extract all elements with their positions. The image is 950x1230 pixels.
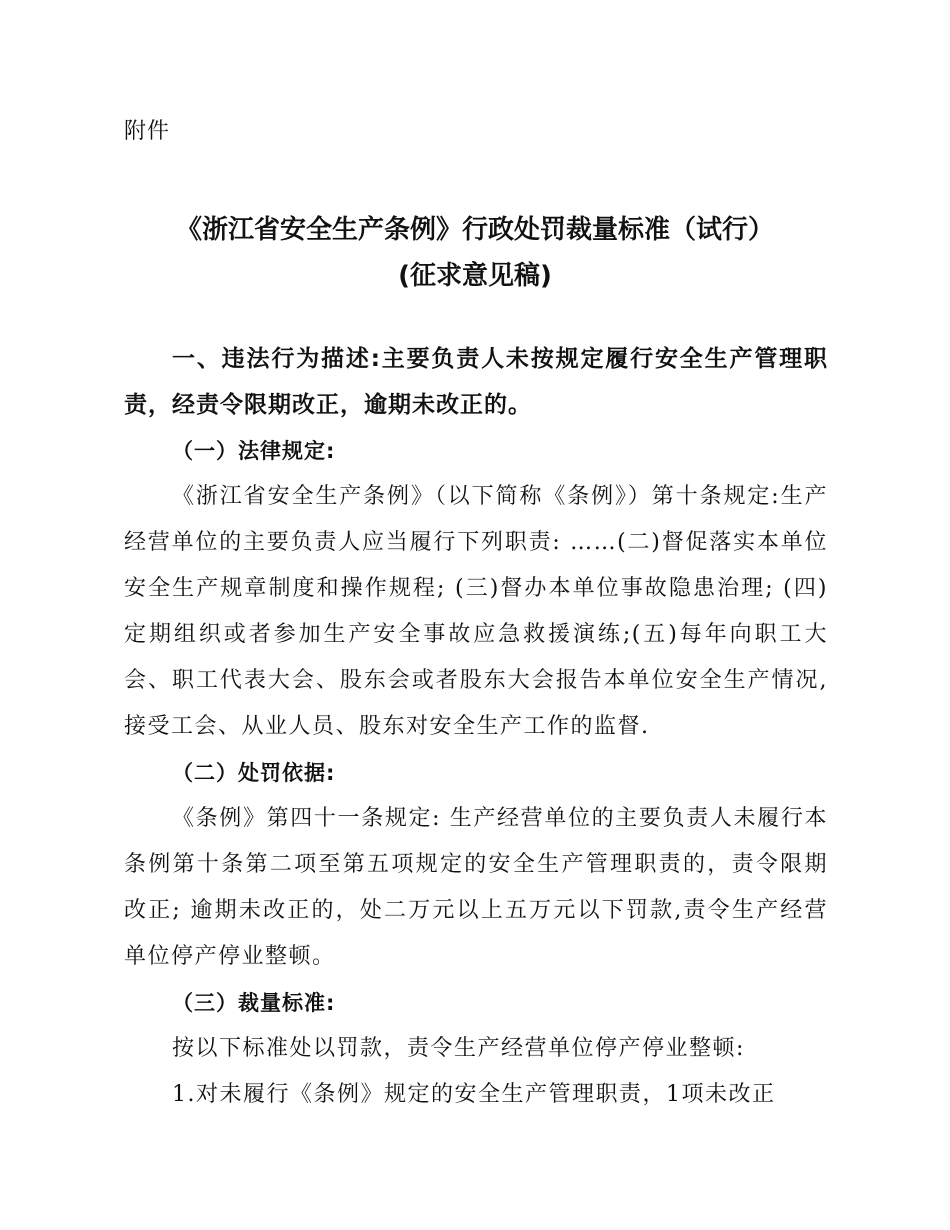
paragraph-standard-intro: 按以下标准处以罚款，责令生产经营单位停产停业整顿: — [172, 1036, 745, 1061]
paragraph-legal: 《浙江省安全生产条例》（以下简称《条例》）第十条规定:生产经营单位的主要负责人应当履行下列职责: ……(二)督促落实本单位安全生产规章制度和操作规程; (三)督办本单位事故隐患治理; (四)定期组织或者参加生产安全事故应急救援演练;(五)每年向职工大会、职工代表大会、股东会或者股东大会报告本单位安全生产情况,接受工会、从业人员、股东对安全生产工作的监督. — [124, 484, 828, 739]
document-subtitle: (征求意见稿) — [398, 261, 552, 291]
document-body — [124, 336, 828, 1118]
paragraph-standard-item: 1.对未履行《条例》规定的安全生产管理职责，1项未改正 — [172, 1082, 776, 1107]
section-heading: 一、违法行为描述:主要负责人未按规定履行安全生产管理职责，经责令限期改正，逾期未改正的。 — [124, 346, 828, 418]
paragraph-basis: 《条例》第四十一条规定: 生产经营单位的主要负责人未履行本条例第十条第二项至第五项规定的安全生产管理职责的，责令限期改正; 逾期未改正的，处二万元以上五万元以下罚款,责令生产经营单位停产停业整顿。 — [124, 806, 828, 969]
document-title: 《浙江省安全生产条例》行政处罚裁量标准（试行） — [175, 215, 774, 245]
subsection-heading-standard: （三）裁量标准: — [172, 991, 336, 1015]
attachment-label: 附件 — [124, 119, 171, 144]
subsection-heading-basis: （二）处罚依据: — [172, 761, 336, 785]
subsection-heading-legal: （一）法律规定: — [172, 439, 336, 463]
